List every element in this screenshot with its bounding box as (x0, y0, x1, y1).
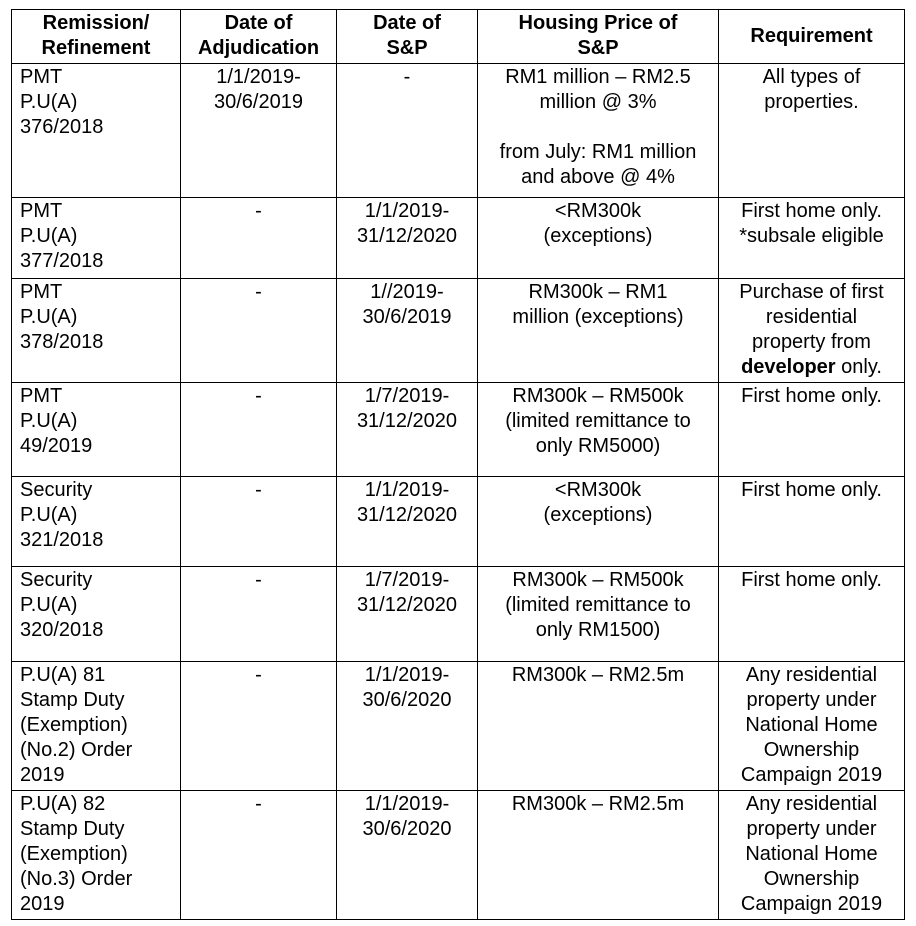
cell-remission: P.U(A) 82 Stamp Duty (Exemption) (No.3) Order 2019 (12, 791, 181, 920)
cell-requirement: First home only. (719, 477, 905, 567)
cell-sp-date: 1/1/2019- 30/6/2020 (337, 791, 478, 920)
cell-housing-price: RM1 million – RM2.5 million @ 3% from July: RM1 million and above @ 4% (478, 64, 719, 198)
table-row (12, 662, 905, 791)
cell-sp-date: 1/1/2019- 31/12/2020 (337, 477, 478, 567)
table-row (12, 383, 905, 477)
cell-remission: Security P.U(A) 320/2018 (12, 567, 181, 662)
cell-housing-price: RM300k – RM1 million (exceptions) (478, 279, 719, 383)
cell-sp-date: 1/1/2019- 31/12/2020 (337, 198, 478, 279)
cell-housing-price: RM300k – RM2.5m (478, 662, 719, 791)
paragraph-gap (482, 115, 714, 140)
table-row (12, 64, 905, 198)
cell-adjudication: - (181, 567, 337, 662)
cell-requirement: First home only. (719, 567, 905, 662)
emphasis-developer: developer (741, 356, 836, 378)
cell-sp-date: 1/1/2019- 30/6/2020 (337, 662, 478, 791)
cell-sp-date: 1/7/2019- 31/12/2020 (337, 383, 478, 477)
header-date-of-adjudication: Date of Adjudication (181, 10, 337, 64)
cell-remission: PMT P.U(A) 49/2019 (12, 383, 181, 477)
header-remission: Remission/ Refinement (12, 10, 181, 64)
cell-remission: PMT P.U(A) 378/2018 (12, 279, 181, 383)
cell-adjudication: - (181, 279, 337, 383)
cell-adjudication: - (181, 791, 337, 920)
cell-adjudication: 1/1/2019- 30/6/2019 (181, 64, 337, 198)
cell-remission: PMT P.U(A) 376/2018 (12, 64, 181, 198)
header-row (12, 10, 905, 64)
cell-housing-price: RM300k – RM2.5m (478, 791, 719, 920)
cell-adjudication: - (181, 662, 337, 791)
header-date-of-sp: Date of S&P (337, 10, 478, 64)
cell-remission: P.U(A) 81 Stamp Duty (Exemption) (No.2) Order 2019 (12, 662, 181, 791)
cell-requirement: First home only. *subsale eligible (719, 198, 905, 279)
cell-requirement: First home only. (719, 383, 905, 477)
cell-housing-price: RM300k – RM500k (limited remittance to only RM1500) (478, 567, 719, 662)
stamp-duty-remission-table (11, 9, 905, 920)
cell-requirement: All types of properties. (719, 64, 905, 198)
cell-sp-date: - (337, 64, 478, 198)
cell-adjudication: - (181, 198, 337, 279)
table-row (12, 477, 905, 567)
cell-requirement: Purchase of first residential property from developer only. (719, 279, 905, 383)
cell-requirement: Any residential property under National Home Ownership Campaign 2019 (719, 791, 905, 920)
cell-remission: PMT P.U(A) 377/2018 (12, 198, 181, 279)
table-row (12, 198, 905, 279)
cell-housing-price: <RM300k (exceptions) (478, 477, 719, 567)
header-housing-price: Housing Price of S&P (478, 10, 719, 64)
table-row (12, 791, 905, 920)
cell-housing-price: <RM300k (exceptions) (478, 198, 719, 279)
cell-adjudication: - (181, 477, 337, 567)
cell-adjudication: - (181, 383, 337, 477)
cell-housing-price: RM300k – RM500k (limited remittance to only RM5000) (478, 383, 719, 477)
table-row (12, 279, 905, 383)
cell-requirement: Any residential property under National Home Ownership Campaign 2019 (719, 662, 905, 791)
cell-sp-date: 1/7/2019- 31/12/2020 (337, 567, 478, 662)
cell-sp-date: 1//2019- 30/6/2019 (337, 279, 478, 383)
table-row (12, 567, 905, 662)
header-requirement: Requirement (719, 10, 905, 64)
cell-remission: Security P.U(A) 321/2018 (12, 477, 181, 567)
